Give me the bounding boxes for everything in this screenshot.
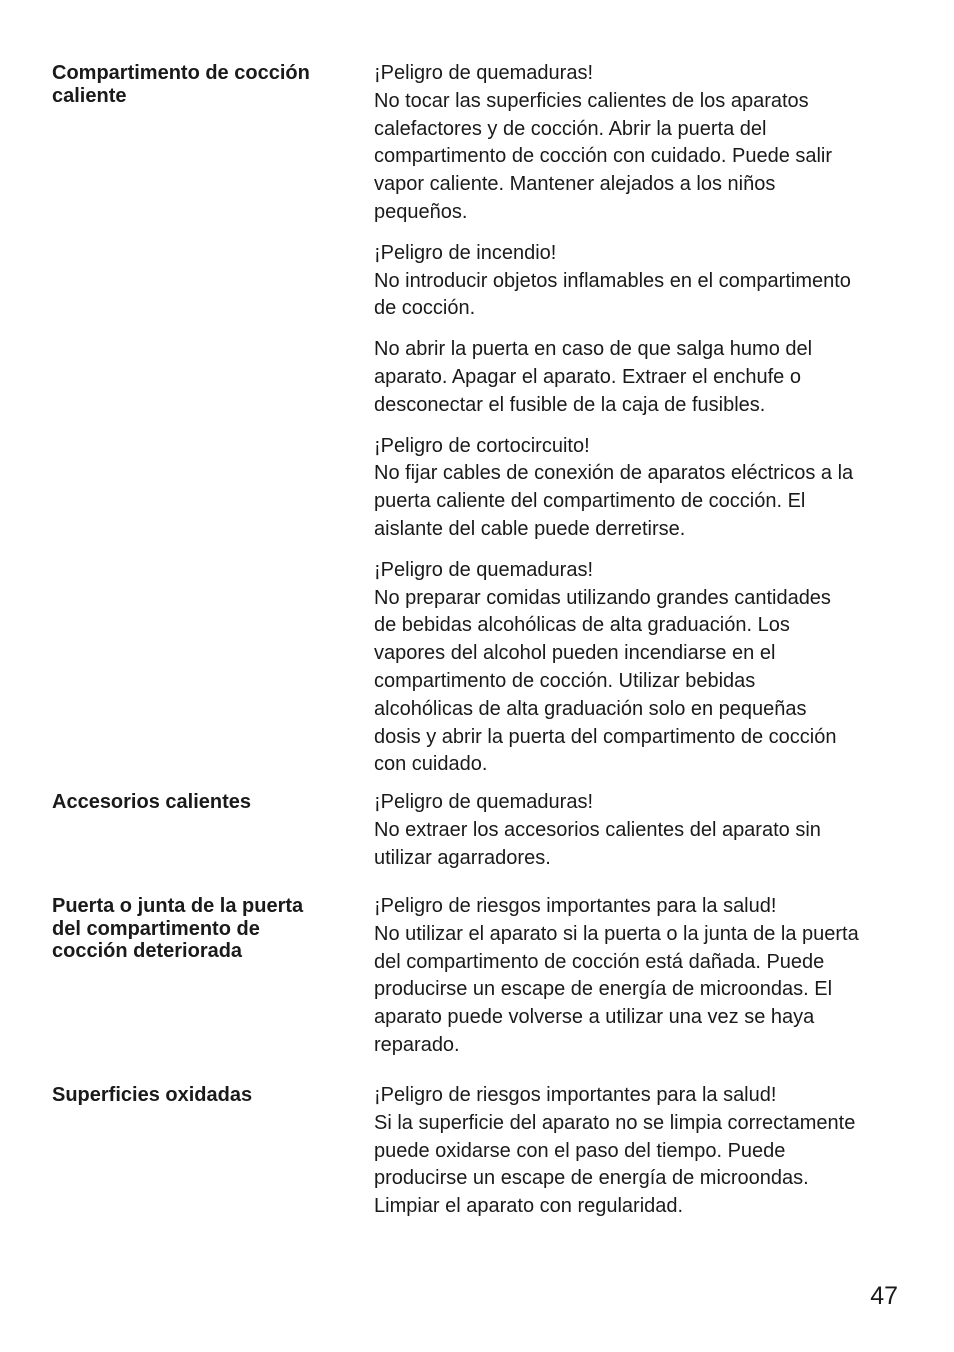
paragraph xyxy=(374,789,912,872)
paragraph-line: aparato. Apagar el aparato. Extraer el enchufe o xyxy=(374,365,801,388)
section-label-line: Superficies oxidadas xyxy=(52,1084,253,1106)
paragraph-line: ¡Peligro de riesgos importantes para la salud! xyxy=(374,895,777,917)
section-content xyxy=(374,893,912,1073)
paragraph xyxy=(374,336,912,419)
section-label-line: Compartimento de cocción xyxy=(52,62,310,84)
paragraph-line: compartimento de cocción. Utilizar bebidas xyxy=(374,669,756,692)
section-label xyxy=(52,62,352,107)
paragraph-line: pequeños. xyxy=(374,200,468,223)
paragraph-line: desconectar el fusible de la caja de fusibles. xyxy=(374,393,766,416)
paragraph-line: ¡Peligro de quemaduras! xyxy=(374,62,594,84)
paragraph-line: No fijar cables de conexión de aparatos eléctricos a la xyxy=(374,462,854,485)
paragraph xyxy=(374,1082,912,1221)
paragraph-line: puede oxidarse con el paso del tiempo. Puede xyxy=(374,1139,786,1162)
paragraph-line: No tocar las superficies calientes de los aparatos xyxy=(374,89,809,112)
paragraph xyxy=(374,893,912,1060)
paragraph-line: No utilizar el aparato si la puerta o la junta de la puerta xyxy=(374,922,859,945)
paragraph-line: producirse un escape de energía de microondas. xyxy=(374,1167,809,1190)
paragraph-line: ¡Peligro de cortocircuito! xyxy=(374,434,590,457)
paragraph-line: reparado. xyxy=(374,1033,460,1056)
paragraph-line: con cuidado. xyxy=(374,753,488,776)
paragraph-line: No preparar comidas utilizando grandes cantidades xyxy=(374,586,831,609)
paragraph-line: Si la superficie del aparato no se limpia correctamente xyxy=(374,1111,856,1134)
section-label-line: caliente xyxy=(52,84,127,107)
paragraph-line: ¡Peligro de quemaduras! xyxy=(374,558,594,581)
paragraph-line: producirse un escape de energía de microondas. El xyxy=(374,978,833,1001)
paragraph-line: No abrir la puerta en caso de que salga humo del xyxy=(374,338,813,361)
paragraph-line: dosis y abrir la puerta del compartimento de cocción xyxy=(374,725,837,748)
paragraph-line: vapores del alcohol pueden incendiarse en el xyxy=(374,642,776,665)
section-label-line: Accesorios calientes xyxy=(52,791,251,813)
section-label-line: del compartimento de xyxy=(52,917,260,940)
section-label xyxy=(52,895,352,963)
paragraph-line: No extraer los accesorios calientes del aparato sin xyxy=(374,818,821,841)
paragraph-line: ¡Peligro de riesgos importantes para la salud! xyxy=(374,1084,777,1106)
paragraph-line: de bebidas alcohólicas de alta graduación. Los xyxy=(374,614,790,637)
section-label-line: Puerta o junta de la puerta xyxy=(52,895,304,917)
paragraph-line: del compartimento de cocción está dañada. Puede xyxy=(374,950,825,973)
paragraph-line: utilizar agarradores. xyxy=(374,846,551,869)
paragraph-line: puerta caliente del compartimento de cocción. El xyxy=(374,490,806,513)
section-label-line: cocción deteriorada xyxy=(52,940,243,962)
paragraph xyxy=(374,240,912,323)
paragraph-line: Limpiar el aparato con regularidad. xyxy=(374,1195,684,1218)
paragraph-line: aparato puede volverse a utilizar una vez se haya xyxy=(374,1006,815,1029)
paragraph-line: ¡Peligro de quemaduras! xyxy=(374,791,594,813)
section-content xyxy=(374,60,912,792)
paragraph xyxy=(374,60,912,227)
paragraph-line: de cocción. xyxy=(374,297,476,320)
paragraph xyxy=(374,433,912,544)
page-number: 47 xyxy=(870,1282,898,1310)
paragraph-line: calefactores y de cocción. Abrir la puerta del xyxy=(374,117,767,140)
section-content xyxy=(374,789,912,885)
paragraph-line: alcohólicas de alta graduación solo en pequeñas xyxy=(374,697,807,720)
section-label xyxy=(52,1084,352,1107)
paragraph xyxy=(374,557,912,779)
paragraph-line: compartimento de cocción con cuidado. Puede salir xyxy=(374,145,833,168)
paragraph-line: aislante del cable puede derretirse. xyxy=(374,517,686,540)
paragraph-line: ¡Peligro de incendio! xyxy=(374,241,557,264)
section-label xyxy=(52,791,352,814)
paragraph-line: vapor caliente. Mantener alejados a los niños xyxy=(374,173,776,196)
section-content xyxy=(374,1082,912,1234)
paragraph-line: No introducir objetos inflamables en el compartimento xyxy=(374,269,851,292)
